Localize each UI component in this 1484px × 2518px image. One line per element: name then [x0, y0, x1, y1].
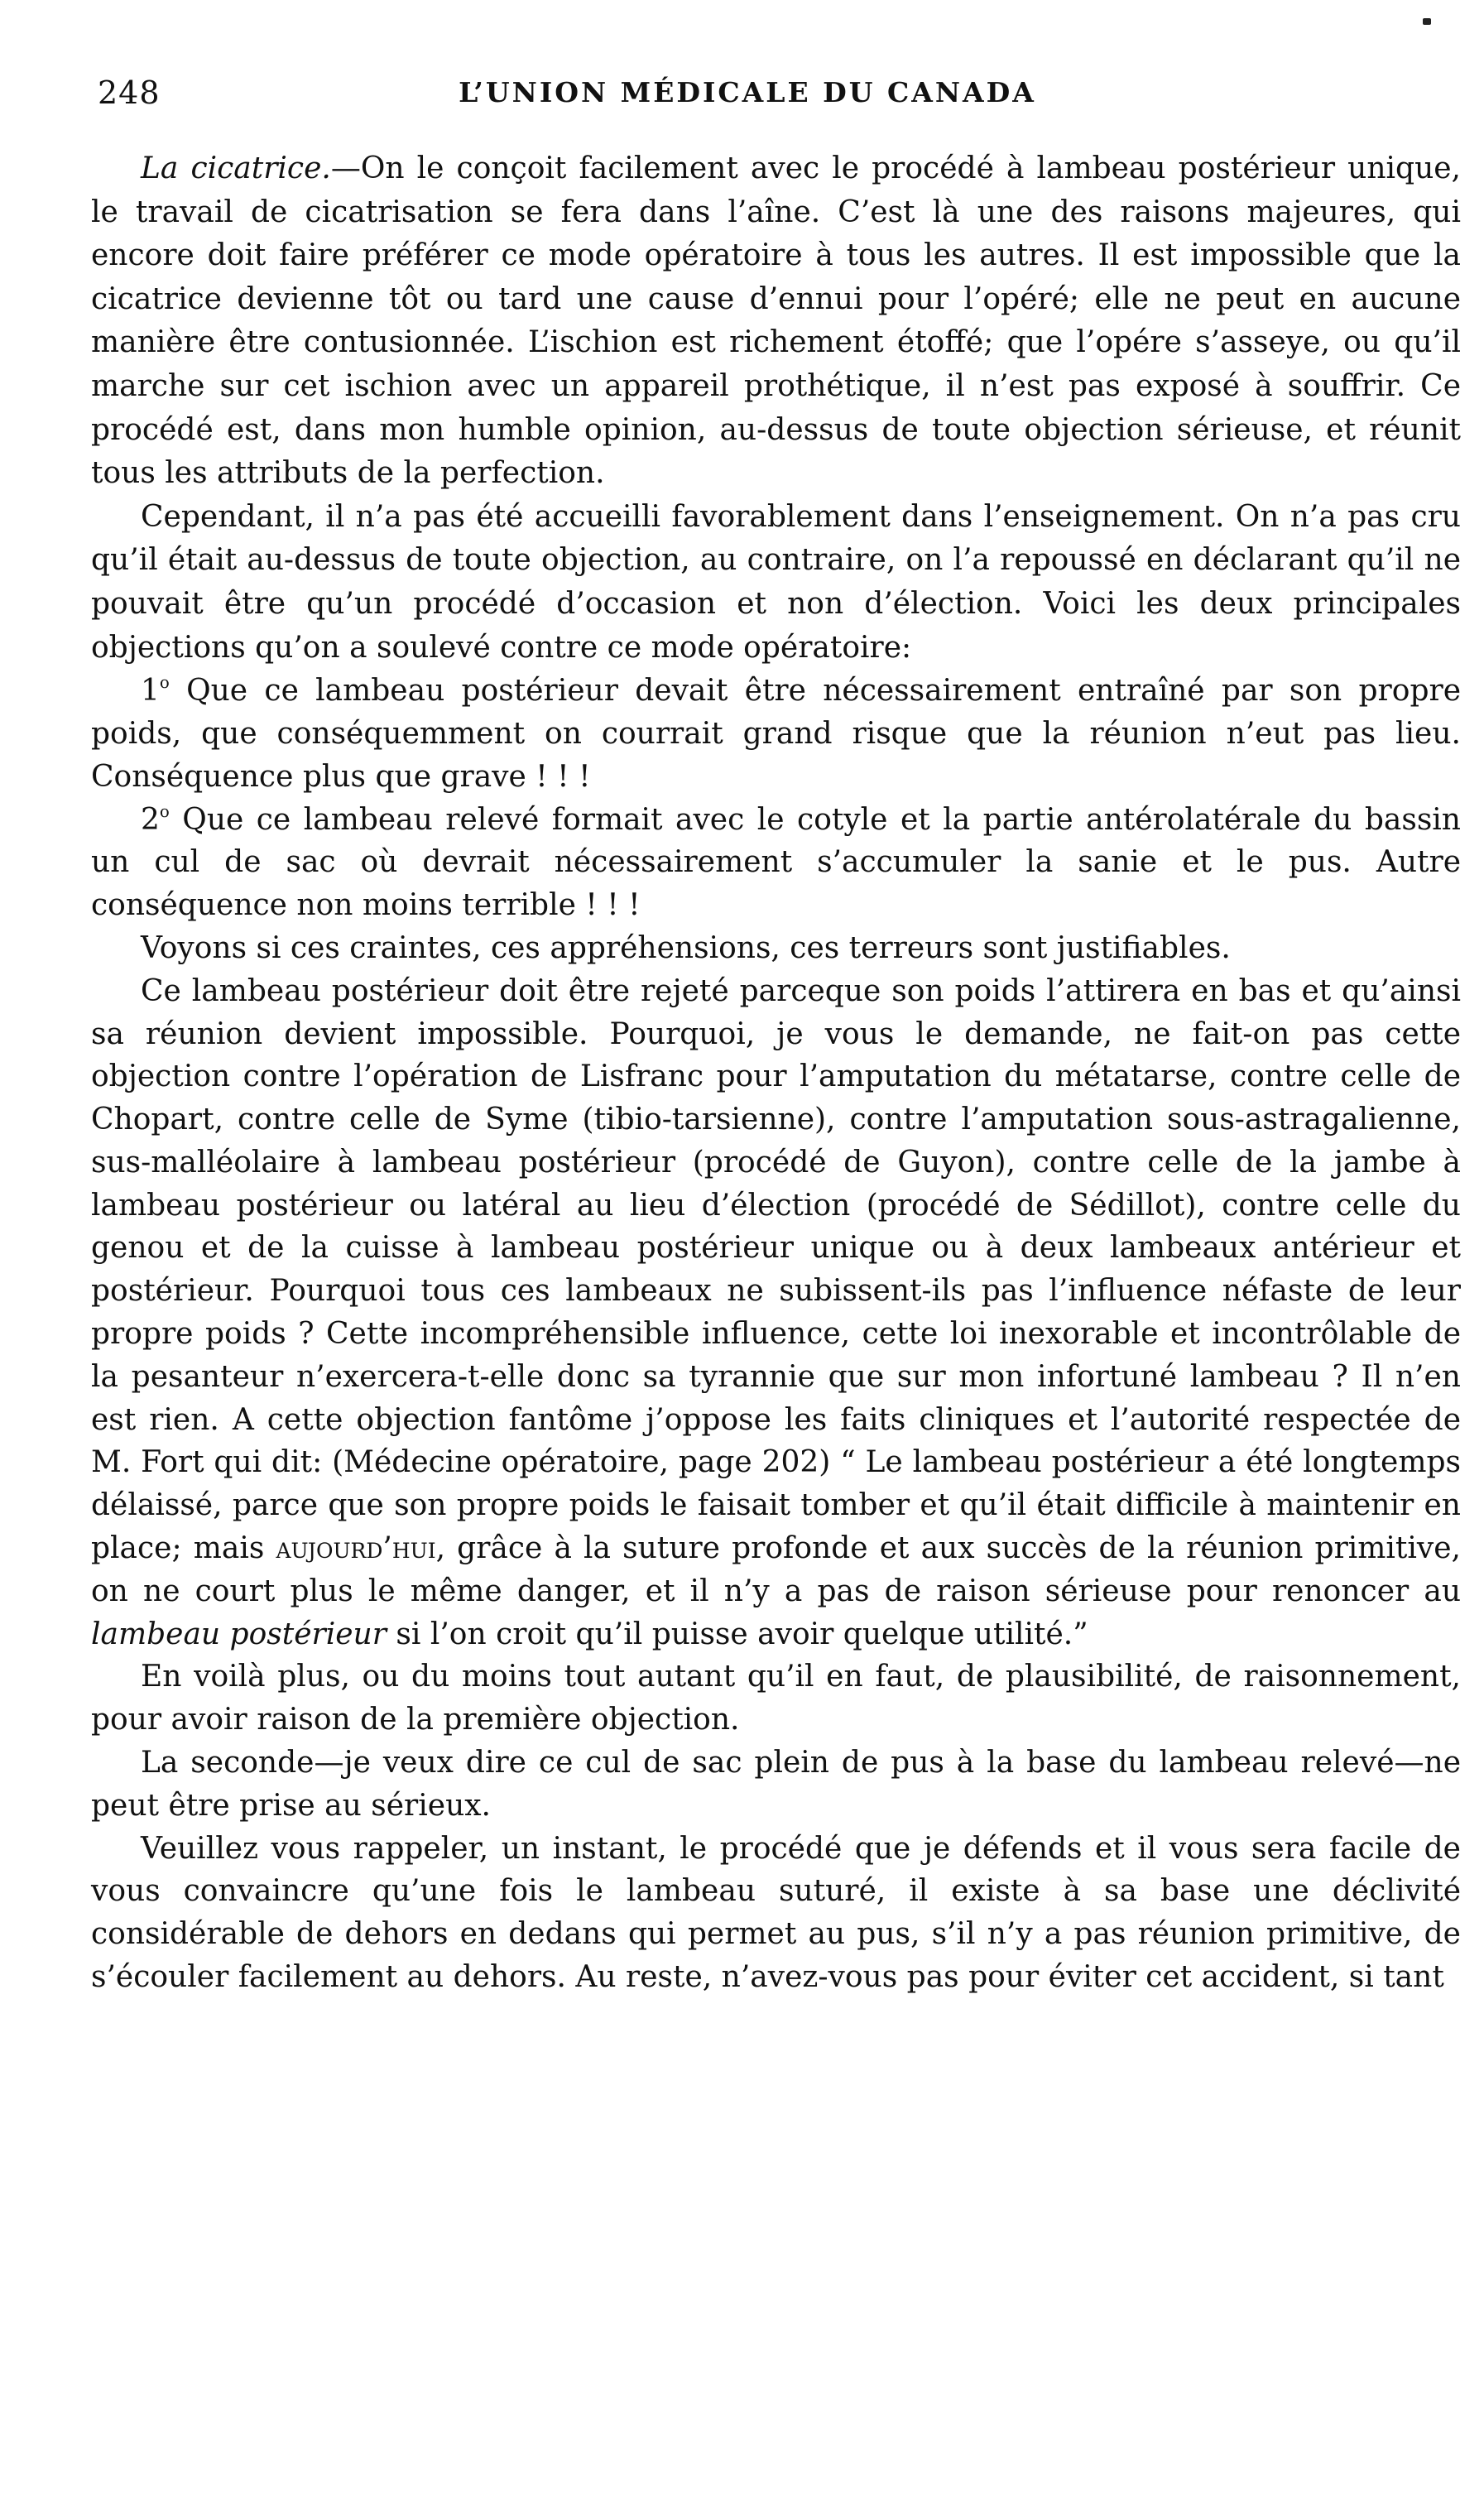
- paragraph-text: si l’on croit qu’il puisse avoir quelque utilité.”: [386, 1617, 1088, 1651]
- paragraph-text: Veuillez vous rappeler, un instant, le procédé que je défends et il vous sera facile de vous convaincre qu’une fois le lambeau suturé, il existe à sa base une déclivité considérable de dehors en dedans qui permet au pus, s’il n’y a pas réunion primitive, de s’écouler facilement au dehors. Au reste, n’avez-vous pas pour éviter cet accident, si tant: [91, 1831, 1461, 1995]
- section-lead: La cicatrice.: [141, 151, 331, 185]
- paragraph-text: , grâce à la suture profonde et aux succès de la réunion primitive, on ne court plus le même danger, et il n’y a pas de raison sérieuse pour renoncer au: [91, 1531, 1462, 1608]
- paragraph-text: Voyons si ces craintes, ces appréhensions, ces terreurs sont justifiables.: [141, 930, 1231, 965]
- smallcaps-word: aujourd’hui: [276, 1531, 436, 1566]
- paragraph-text: Que ce lambeau postérieur devait être nécessairement entraîné par son propre poids, que conséquemment on courrait grand risque que la réunion n’eut pas lieu. Conséquence plus que grave ! ! !: [91, 674, 1461, 794]
- objection-number: 2: [141, 802, 160, 837]
- paragraph-text: En voilà plus, ou du moins tout autant qu’il en faut, de plausibilité, de raisonnement, pour avoir raison de la première objection.: [91, 1660, 1461, 1737]
- ordinal-marker: o: [159, 801, 170, 821]
- paragraph-la-seconde: [91, 1742, 1461, 1828]
- print-speck: [1423, 18, 1431, 25]
- paragraph-text: Cependant, il n’a pas été accueilli favorablement dans l’enseignement. On n’a pas cru qu’il était au-dessus de toute objection, au contraire, on l’a repoussé en déclarant qu’il ne pouvait être qu’un procédé d’occasion et non d’élection. Voici les deux principales objections qu’on a soulevé contre ce mode opératoire:: [91, 499, 1461, 665]
- paragraph-text: La seconde—je veux dire ce cul de sac plein de pus à la base du lambeau relevé—ne peut être prise au sérieux.: [91, 1746, 1461, 1823]
- paragraph-text: —On le conçoit facilement avec le procédé à lambeau postérieur unique, le travail de cicatrisation se fera dans l’aîne. C’est là une des raisons majeures, qui encore doit faire préférer ce mode opératoire à tous les autres. Il est impossible que la cicatrice devienne tôt ou tard une cause d’ennui pour l’opéré; elle ne peut en aucune manière être contusionnée. L’ischion est richement étoffé; que l’opére s’asseye, ou qu’il marche sur cet ischion avec un appareil prothétique, il n’est pas exposé à souffrir. Ce procédé est, dans mon humble opinion, au-dessus de toute objection sérieuse, et réunit tous les attributs de la perfection.: [91, 151, 1461, 491]
- objection-number: 1: [141, 674, 160, 709]
- body-text: [91, 147, 1461, 1999]
- paragraph-voyons: [91, 927, 1461, 970]
- italic-phrase: lambeau postérieur: [91, 1617, 387, 1651]
- objection-1: [91, 670, 1461, 798]
- paragraph-en-voila: [91, 1655, 1461, 1742]
- paragraph-cicatrice: [91, 147, 1461, 496]
- paragraph-veuillez: [91, 1828, 1461, 1999]
- page-number: 248: [98, 74, 161, 111]
- running-head: L’UNION MÉDICALE DU CANADA: [459, 76, 1036, 108]
- objection-2: [91, 799, 1461, 927]
- paragraph-text: Que ce lambeau relevé formait avec le cotyle et la partie antérolatérale du bassin un cul de sac où devrait nécessairement s’accumuler la sanie et le pus. Autre conséquence non moins terrible ! ! !: [91, 802, 1461, 923]
- ordinal-marker: o: [159, 673, 170, 693]
- paragraph-objections-intro: [91, 496, 1461, 670]
- paragraph-text: Ce lambeau postérieur doit être rejeté parceque son poids l’attirera en bas et qu’ainsi sa réunion devient impossible. Pourquoi, je vous le demande, ne fait-on pas cette objection contre l’opération de Lisfranc pour l’amputation du métatarse, contre celle de Chopart, contre celle de Syme (tibio-tarsienne), contre l’amputation sous-astragalienne, sus-malléolaire à lambeau postérieur (procédé de Guyon), contre celle de la jambe à lambeau postérieur ou latéral au lieu d’élection (procédé de Sédillot), contre celle du genou et de la cuisse à lambeau postérieur unique ou à deux lambeaux antérieur et postérieur. Pourquoi tous ces lambeaux ne subissent-ils pas l’influence néfaste de leur propre poids ? Cette incompréhensible influence, cette loi inexorable et incontrôlable de la pesanteur n’exercera-t-elle donc sa tyrannie que sur mon infortuné lambeau ? Il n’en est rien. A cette objection fantôme j’oppose les faits cliniques et l’autorité respectée de M. Fort qui dit: (Médecine opératoire, page 202) “ Le lambeau postérieur a été longtemps délaissé, parce que son propre poids le faisait tomber et qu’il était difficile à maintenir en place; mais: [91, 973, 1461, 1566]
- paragraph-lambeau-rejete: [91, 970, 1461, 1656]
- page-header: [98, 68, 1472, 118]
